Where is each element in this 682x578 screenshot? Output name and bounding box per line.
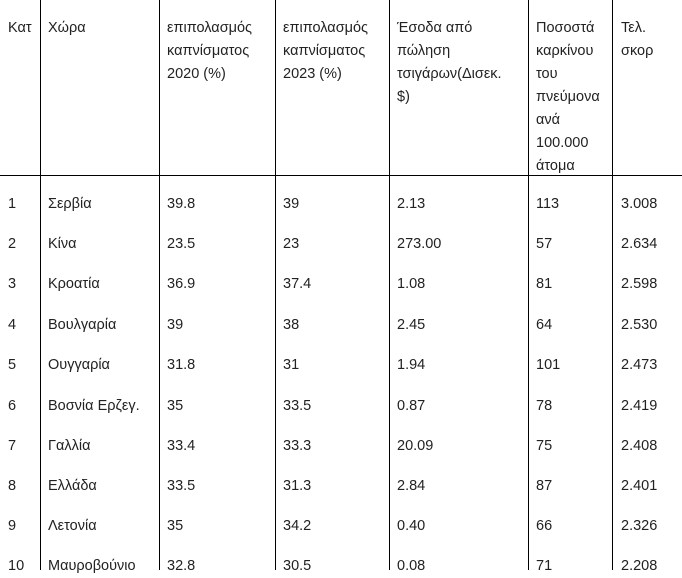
column-header-line: Ποσοστά bbox=[536, 20, 595, 36]
table-cell: 39 bbox=[167, 317, 184, 333]
table-cell: 31.8 bbox=[167, 357, 196, 373]
table-cell: 2.84 bbox=[397, 478, 426, 494]
column-divider bbox=[159, 0, 160, 570]
table-cell: 3 bbox=[8, 276, 17, 292]
table-cell: 1.08 bbox=[397, 276, 426, 292]
table-cell: 2.408 bbox=[621, 438, 658, 454]
column-divider bbox=[612, 0, 613, 570]
table-cell: 6 bbox=[8, 398, 17, 414]
column-header-line: σκορ bbox=[621, 43, 654, 59]
table-cell: 8 bbox=[8, 478, 17, 494]
table-cell: 7 bbox=[8, 438, 17, 454]
column-header bbox=[621, 17, 653, 63]
table-cell: 34.2 bbox=[283, 518, 312, 534]
column-header-line: καπνίσματος bbox=[283, 43, 366, 59]
column-header-line: επιπολασμός bbox=[283, 20, 369, 36]
table-cell: 0.08 bbox=[397, 558, 426, 574]
table-cell: 38 bbox=[283, 317, 300, 333]
column-header-line: πνεύμονα bbox=[536, 89, 600, 105]
column-header bbox=[8, 17, 32, 40]
column-header-line: 2020 (%) bbox=[167, 66, 226, 82]
table-cell: 64 bbox=[536, 317, 553, 333]
column-header bbox=[283, 17, 368, 86]
table-cell: 35 bbox=[167, 518, 184, 534]
table-cell: 23 bbox=[283, 236, 300, 252]
column-header-line: $) bbox=[397, 89, 410, 105]
table-cell: Μαυροβούνιο bbox=[48, 558, 136, 574]
column-header-line: καπνίσματος bbox=[167, 43, 250, 59]
table-cell: Λετονία bbox=[48, 518, 97, 534]
table-cell: 81 bbox=[536, 276, 553, 292]
table-cell: 2.401 bbox=[621, 478, 658, 494]
table-cell: 36.9 bbox=[167, 276, 196, 292]
table-cell: 2.45 bbox=[397, 317, 426, 333]
column-header bbox=[167, 17, 252, 86]
table-cell: 2.473 bbox=[621, 357, 658, 373]
table-cell: 39 bbox=[283, 196, 300, 212]
table-cell: 2.530 bbox=[621, 317, 658, 333]
column-header-line: 2023 (%) bbox=[283, 66, 342, 82]
column-header-line: Κατ bbox=[8, 20, 32, 36]
column-header-line: άτομα bbox=[536, 158, 575, 174]
table-cell: Κροατία bbox=[48, 276, 100, 292]
table-cell: 66 bbox=[536, 518, 553, 534]
table-cell: 101 bbox=[536, 357, 561, 373]
column-header-line: Χώρα bbox=[48, 20, 86, 36]
table-cell: 3.008 bbox=[621, 196, 658, 212]
table-cell: 33.5 bbox=[283, 398, 312, 414]
table-cell: Βουλγαρία bbox=[48, 317, 117, 333]
column-header-line: τσιγάρων(Δισεκ. bbox=[397, 66, 502, 82]
table-cell: 5 bbox=[8, 357, 17, 373]
column-header-line: Έσοδα από bbox=[397, 20, 473, 36]
column-header-line: επιπολασμός bbox=[167, 20, 253, 36]
table-cell: 2.208 bbox=[621, 558, 658, 574]
table-cell: 10 bbox=[8, 558, 25, 574]
column-header-line: του bbox=[536, 66, 558, 82]
table-cell: 0.87 bbox=[397, 398, 426, 414]
table-cell: 113 bbox=[536, 196, 560, 212]
table-cell: Κίνα bbox=[48, 236, 77, 252]
table-cell: 4 bbox=[8, 317, 17, 333]
column-header-line: 100.000 bbox=[536, 135, 589, 151]
table-cell: 35 bbox=[167, 398, 184, 414]
table-cell: 2.326 bbox=[621, 518, 658, 534]
table-cell: 2.13 bbox=[397, 196, 426, 212]
table-cell: 273.00 bbox=[397, 236, 442, 252]
table-cell: 2 bbox=[8, 236, 17, 252]
table-cell: 32.8 bbox=[167, 558, 196, 574]
column-divider bbox=[275, 0, 276, 570]
table-cell: Σερβία bbox=[48, 196, 92, 212]
column-header-line: ανά bbox=[536, 112, 561, 128]
table-cell: 33.4 bbox=[167, 438, 196, 454]
column-divider bbox=[40, 0, 41, 570]
table-cell: 20.09 bbox=[397, 438, 434, 454]
table-cell: 78 bbox=[536, 398, 553, 414]
table-cell: Ουγγαρία bbox=[48, 357, 110, 373]
column-header bbox=[536, 17, 600, 178]
table-cell: 1 bbox=[8, 196, 17, 212]
table-cell: 57 bbox=[536, 236, 553, 252]
table-cell: 30.5 bbox=[283, 558, 312, 574]
table-cell: 37.4 bbox=[283, 276, 312, 292]
table-cell: 2.634 bbox=[621, 236, 658, 252]
table-cell: 23.5 bbox=[167, 236, 196, 252]
table-cell: Ελλάδα bbox=[48, 478, 97, 494]
table-cell: 31 bbox=[283, 357, 300, 373]
column-header bbox=[397, 17, 502, 109]
table-cell: 2.419 bbox=[621, 398, 658, 414]
table-cell: 0.40 bbox=[397, 518, 426, 534]
table-cell: 71 bbox=[536, 558, 553, 574]
table-cell: 9 bbox=[8, 518, 17, 534]
table-cell: 33.3 bbox=[283, 438, 312, 454]
table-cell: 33.5 bbox=[167, 478, 196, 494]
column-divider bbox=[389, 0, 390, 570]
column-divider bbox=[528, 0, 529, 570]
table-cell: 87 bbox=[536, 478, 553, 494]
column-header-line: καρκίνου bbox=[536, 43, 594, 59]
column-header-line: Τελ. bbox=[621, 20, 647, 36]
column-header-line: πώληση bbox=[397, 43, 451, 59]
table-cell: 31.3 bbox=[283, 478, 312, 494]
table-cell: Γαλλία bbox=[48, 438, 91, 454]
table-cell: 39.8 bbox=[167, 196, 196, 212]
column-header bbox=[48, 17, 86, 40]
table-cell: 1.94 bbox=[397, 357, 426, 373]
table-cell: 75 bbox=[536, 438, 553, 454]
table-cell: 2.598 bbox=[621, 276, 658, 292]
table-cell: Βοσνία Ερζεγ. bbox=[48, 398, 140, 414]
